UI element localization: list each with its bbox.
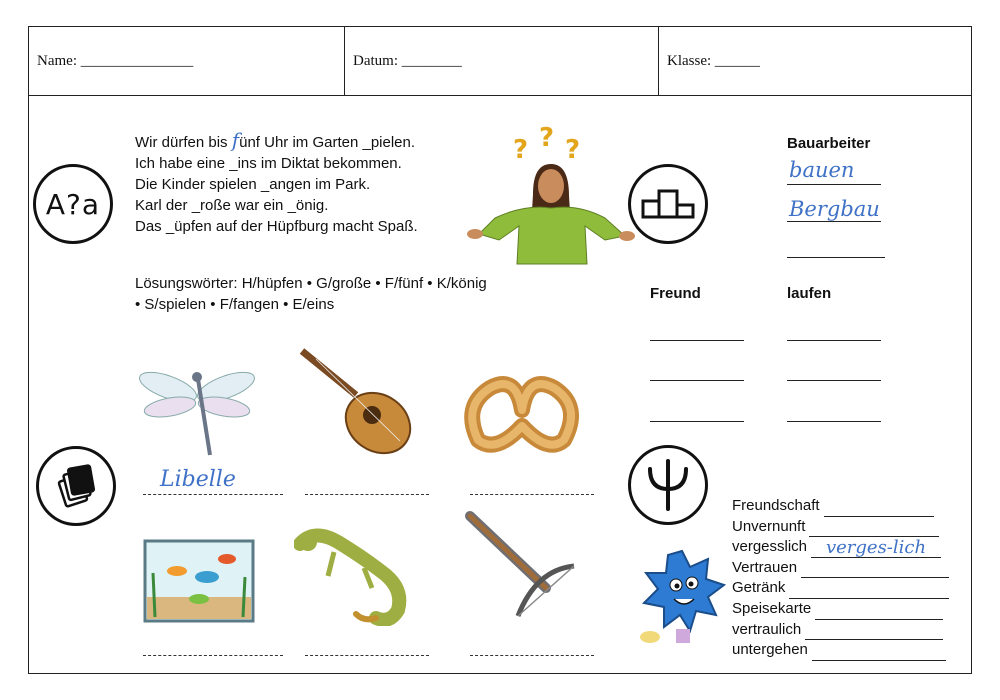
answer-line[interactable] xyxy=(787,184,881,185)
list-item: Speisekarte xyxy=(732,599,949,620)
worksheet-header xyxy=(29,27,971,96)
handwritten-letter: f xyxy=(231,128,240,152)
svg-text:?: ? xyxy=(565,135,581,165)
heading-bauarbeiter: Bauarbeiter xyxy=(787,135,871,152)
solution-words: Lösungswörter: H/hüpfen • G/große • F/fünf • K/könig • S/spielen • F/fangen • E/eins xyxy=(135,275,487,313)
answer-line[interactable] xyxy=(824,503,934,517)
iguana-picture xyxy=(294,522,424,626)
heading-freund: Freund xyxy=(650,285,701,302)
answer-line[interactable] xyxy=(305,655,429,656)
answer-line[interactable] xyxy=(787,257,885,258)
list-item: Vertrauen xyxy=(732,558,949,579)
answer-line[interactable] xyxy=(805,626,943,640)
answer-line[interactable] xyxy=(470,655,594,656)
svg-text:?: ? xyxy=(539,123,555,153)
answer-line[interactable] xyxy=(787,340,881,341)
heading-laufen: laufen xyxy=(787,285,832,302)
answer-line[interactable] xyxy=(305,494,429,495)
answer-line[interactable] xyxy=(787,221,881,222)
class-field[interactable]: Klasse: ______ xyxy=(667,52,760,69)
answer-line[interactable] xyxy=(787,421,881,422)
answer-line[interactable] xyxy=(470,494,594,495)
handwritten-libelle: Libelle xyxy=(160,467,236,492)
lute-picture xyxy=(296,345,420,457)
answer-line[interactable] xyxy=(812,647,946,661)
handwritten-bergbau: Bergbau xyxy=(789,197,880,221)
syllable-arc-icon xyxy=(628,445,708,525)
list-item: vertraulich xyxy=(732,620,949,641)
answer-line[interactable] xyxy=(801,564,949,578)
name-field[interactable]: Name: _______________ xyxy=(29,27,345,95)
answer-line[interactable] xyxy=(809,523,939,537)
cloze-sentences xyxy=(135,130,418,237)
answer-line[interactable] xyxy=(789,585,949,599)
answer-line[interactable] xyxy=(815,606,943,620)
answer-line[interactable] xyxy=(143,655,283,656)
books-icon xyxy=(36,446,116,526)
syllable-arc-shape xyxy=(644,457,692,513)
confused-girl-illustration xyxy=(455,118,635,266)
answer-line[interactable] xyxy=(143,494,283,495)
sentence-5: Das _üpfen auf der Hüpfburg macht Spaß. xyxy=(135,218,418,235)
sentence-4: Karl der _roße war ein _önig. xyxy=(135,197,329,214)
alphabet-icon: A?a xyxy=(33,164,113,244)
answer-line[interactable] xyxy=(787,380,881,381)
answer-line[interactable] xyxy=(650,421,744,422)
list-item: Unvernunft xyxy=(732,517,949,538)
syllable-word-list xyxy=(732,496,949,661)
list-item: Getränk xyxy=(732,578,949,599)
podium-icon xyxy=(628,164,708,244)
answer-line[interactable] xyxy=(650,380,744,381)
dragonfly-picture xyxy=(136,355,256,461)
sentence-3: Die Kinder spielen _angen im Park. xyxy=(135,176,371,193)
answer-line[interactable] xyxy=(650,340,744,341)
blue-monster-illustration xyxy=(636,545,728,649)
books-shape xyxy=(56,464,96,508)
list-item: vergesslich verges-lich xyxy=(732,537,949,558)
svg-text:?: ? xyxy=(513,135,529,165)
crossbow-picture xyxy=(462,508,580,622)
sentence-1: Wir dürfen bis fünf Uhr im Garten _pielen. xyxy=(135,128,416,152)
sentence-2: Ich habe eine _ins im Diktat bekommen. xyxy=(135,155,402,172)
handwritten-bauen: bauen xyxy=(789,158,855,182)
list-item: Freundschaft xyxy=(732,496,949,517)
list-item: untergehen xyxy=(732,640,949,661)
aquarium-picture xyxy=(143,533,255,623)
handwritten-vergesslich: verges-lich xyxy=(811,539,941,558)
podium-shape xyxy=(641,189,695,219)
pretzel-picture xyxy=(458,370,584,460)
date-field[interactable]: Datum: ________ xyxy=(345,27,659,95)
